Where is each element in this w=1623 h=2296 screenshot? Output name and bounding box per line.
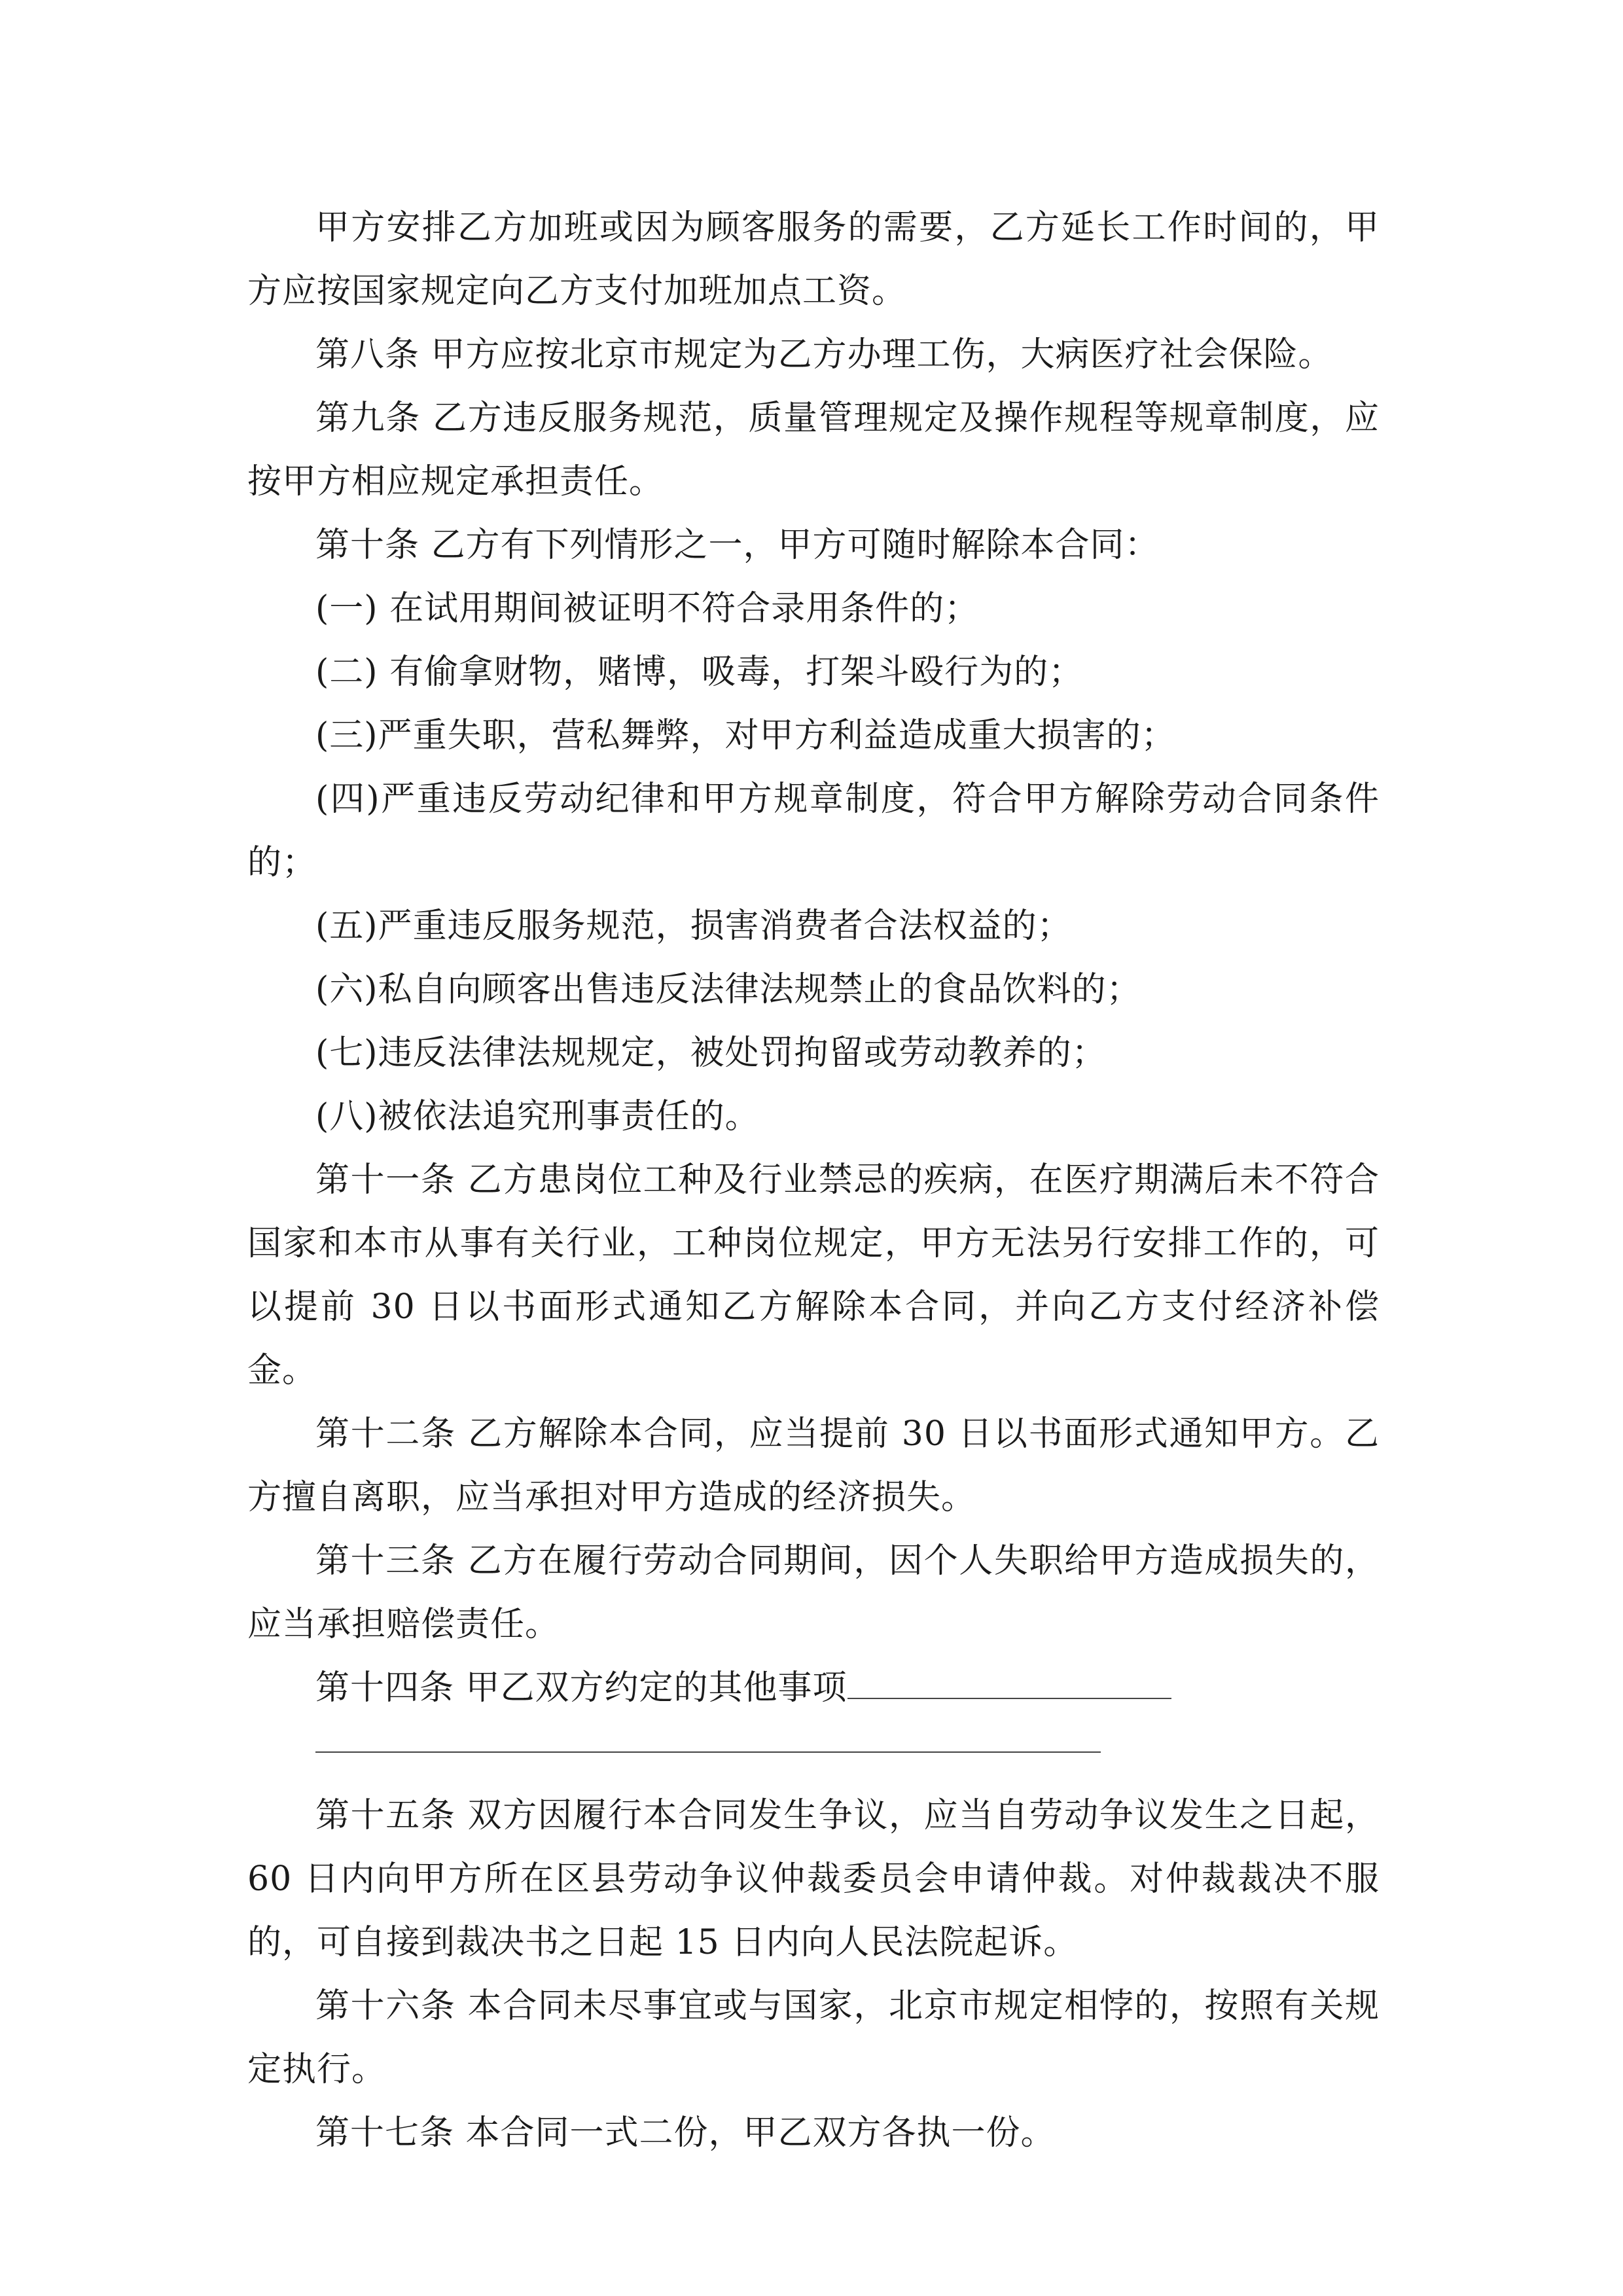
article-13: 第十三条 乙方在履行劳动合同期间，因个人失职给甲方造成损失的，应当承担赔偿责任。	[247, 1541, 1380, 1644]
article-14-text: 第十四条 甲乙双方约定的其他事项	[315, 1668, 847, 1708]
fill-in-blank-line[interactable]	[315, 1720, 1101, 1753]
fill-in-blank-inline[interactable]	[847, 1664, 1171, 1699]
article-9: 第九条 乙方违反服务规范，质量管理规定及操作规程等规章制度，应按甲方相应规定承担责任。	[247, 399, 1380, 501]
list-item: (六)私自向顾客出售违反法律法规禁止的食品饮料的；	[315, 970, 1141, 1009]
overtime-paragraph: 甲方安排乙方加班或因为顾客服务的需要，乙方延长工作时间的，甲方应按国家规定向乙方支付加班加点工资。	[247, 208, 1380, 311]
article-10: 第十条 乙方有下列情形之一，甲方可随时解除本合同：	[315, 526, 1160, 565]
article-17: 第十七条 本合同一式二份，甲乙双方各执一份。	[315, 2113, 1056, 2153]
article-16: 第十六条 本合同未尽事宜或与国家，北京市规定相悖的，按照有关规定执行。	[247, 1986, 1380, 2089]
list-item: (二) 有偷拿财物，赌博，吸毒，打架斗殴行为的；	[315, 653, 1084, 692]
list-item: (七)违反法律法规规定，被处罚拘留或劳动教养的；	[315, 1033, 1107, 1073]
list-item: (三)严重失职，营私舞弊，对甲方利益造成重大损害的；	[315, 716, 1176, 755]
article-14	[247, 1657, 1380, 1720]
list-item: (四)严重违反劳动纪律和甲方规章制度，符合甲方解除劳动合同条件的；	[247, 780, 1380, 882]
document-page	[247, 196, 1380, 2165]
article-12: 第十二条 乙方解除本合同，应当提前 30 日以书面形式通知甲方。乙方擅自离职，应当承担对甲方造成的经济损失。	[247, 1414, 1380, 1517]
article-11: 第十一条 乙方患岗位工种及行业禁忌的疾病，在医疗期满后未不符合国家和本市从事有关行业，工种岗位规定，甲方无法另行安排工作的，可以提前 30 日以书面形式通知乙方解除本合同，并向乙方支付经济补偿金。	[247, 1160, 1380, 1390]
list-item: (八)被依法追究刑事责任的。	[315, 1097, 760, 1136]
list-item: (一) 在试用期间被证明不符合录用条件的；	[315, 589, 980, 628]
list-item: (五)严重违反服务规范，损害消费者合法权益的；	[315, 906, 1072, 946]
article-15: 第十五条 双方因履行本合同发生争议，应当自劳动争议发生之日起，60 日内向甲方所在区县劳动争议仲裁委员会申请仲裁。对仲裁裁决不服的，可自接到裁决书之日起 15 日内向人民法院起诉。	[247, 1796, 1380, 1962]
article-8: 第八条 甲方应按北京市规定为乙方办理工伤，大病医疗社会保险。	[315, 335, 1333, 374]
